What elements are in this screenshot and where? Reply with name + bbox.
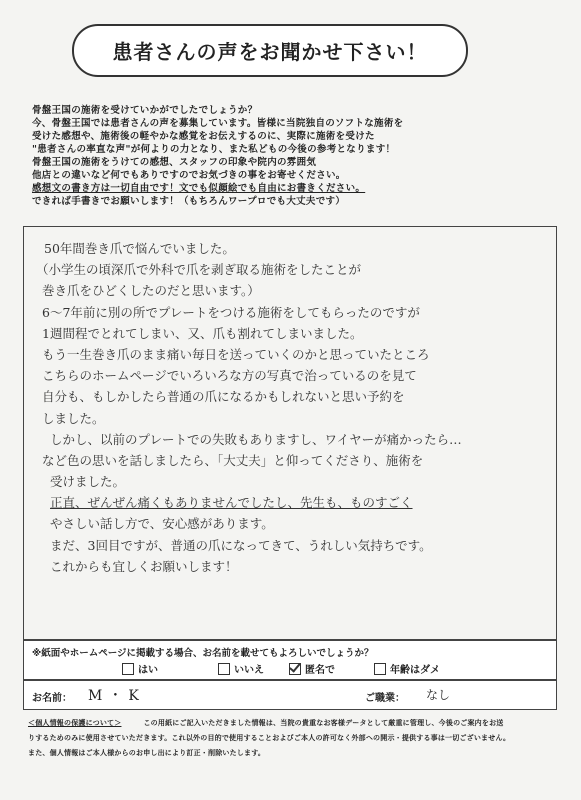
checkbox-icon[interactable] <box>122 663 134 675</box>
name-occupation-row <box>23 680 557 710</box>
handwritten-line: 6～7年前に別の所でプレートをつける施術をしてもらったのですが <box>42 304 420 320</box>
consent-question: ※紙面やホームページに掲載する場合、お名前を載せてもよろしいでしょうか？ <box>32 648 374 659</box>
option-label: いいえ <box>234 665 264 676</box>
page-title: 患者さんの声をお聞かせ下さい！ <box>112 40 428 64</box>
privacy-line: りするためのみに使用させていただきます。これ以外の目的で使用することおよびご本人の許可なく外部への開示・提供する事は一切ございません。 <box>28 734 511 742</box>
intro-line: "患者さんの率直な声"が何よりの力となり、また私どもの今後の参考となります！ <box>32 144 396 155</box>
handwritten-line: 正直、ぜんぜん痛くもありませんでしたし、先生も、ものすごく <box>50 495 413 511</box>
handwritten-line: 巻き爪をひどくしたのだと思います。） <box>42 283 260 299</box>
handwritten-line: 1週間程でとれてしまい、又、爪も割れてしまいました。 <box>42 325 363 341</box>
intro-line: 今、骨盤王国では患者さんの声を募集しています。皆様に当院独自のソフトな施術を <box>32 118 404 129</box>
checkbox-icon[interactable] <box>374 663 386 675</box>
option-label: はい <box>138 665 158 676</box>
handwritten-line: 受けました。 <box>50 474 126 490</box>
handwritten-line: やさしい話し方で、安心感があります。 <box>50 516 274 532</box>
handwritten-line: これからも宜しくお願いします！ <box>50 558 238 574</box>
intro-text <box>32 104 552 208</box>
intro-line: 受けた感想や、施術後の軽やかな感覚をお伝えするのに、実際に施術を受けた <box>32 131 375 142</box>
privacy-header: ＜個人情報の保護について＞ <box>28 719 122 727</box>
handwritten-line: 自分も、もしかしたら普通の爪になるかもしれないと思い予約を <box>42 389 405 405</box>
checkbox-icon[interactable] <box>218 663 230 675</box>
privacy-line: この用紙にご記入いただきました情報は、当院の貴重なお客様データとして厳重に管理し、今後のご案内をお送 <box>143 719 504 727</box>
option-label: 年齢はダメ <box>390 665 440 676</box>
name-label: お名前： <box>32 693 72 704</box>
privacy-line: また、個人情報はご本人様からのお申し出により訂正・削除いたします。 <box>28 749 266 757</box>
name-field[interactable]: M・K <box>88 688 145 704</box>
consent-option-anonymous[interactable] <box>289 661 335 676</box>
handwritten-line: など色の思いを話しましたら、「大丈夫」と仰ってくださり、施術を <box>42 452 424 468</box>
consent-section <box>23 640 557 680</box>
privacy-notice <box>28 716 558 761</box>
occupation-field[interactable]: なし <box>426 688 451 702</box>
intro-line: 他店との違いなど何でもありですのでお気づきの事をお寄せください。 <box>32 170 346 181</box>
checked-checkbox-icon[interactable] <box>289 663 301 675</box>
handwritten-line: まだ、3回目ですが、普通の爪になってきて、うれしい気持ちです。 <box>50 537 432 553</box>
consent-option-no[interactable] <box>218 661 264 676</box>
handwritten-line: もう一生巻き爪のまま痛い毎日を送っていくのかと思っていたところ <box>42 346 430 362</box>
option-label: 匿名で <box>305 665 335 676</box>
occupation-label: ご職業： <box>365 693 405 704</box>
consent-option-no-age[interactable] <box>374 661 440 676</box>
consent-option-yes[interactable] <box>122 661 158 676</box>
intro-line-guideline: 感想文の書き方は一切自由です！文でも似顔絵でも自由にお書きください。 <box>32 183 366 194</box>
handwritten-testimonial <box>22 238 552 577</box>
handwritten-line: （小学生の頃深爪で外科で爪を剥ぎ取る施術をしたことが <box>36 262 362 278</box>
intro-line: できれば手書きでお願いします！（もちろんワープロでも大丈夫です） <box>32 196 346 207</box>
handwritten-line: しました。 <box>42 410 105 426</box>
handwritten-line: こちらのホームページでいろいろな方の写真で治っているのを見て <box>42 368 417 384</box>
intro-line: 骨盤王国の施術を受けていかがでしたでしょうか？ <box>32 105 258 116</box>
handwritten-line: しかし、以前のプレートでの失敗もありますし、ワイヤーが痛かったら… <box>50 431 462 447</box>
title-banner <box>72 24 468 77</box>
intro-line: 骨盤王国の施術をうけての感想、スタッフの印象や院内の雰囲気 <box>32 157 317 168</box>
handwritten-line: 50年間巻き爪で悩んでいました。 <box>44 241 235 256</box>
